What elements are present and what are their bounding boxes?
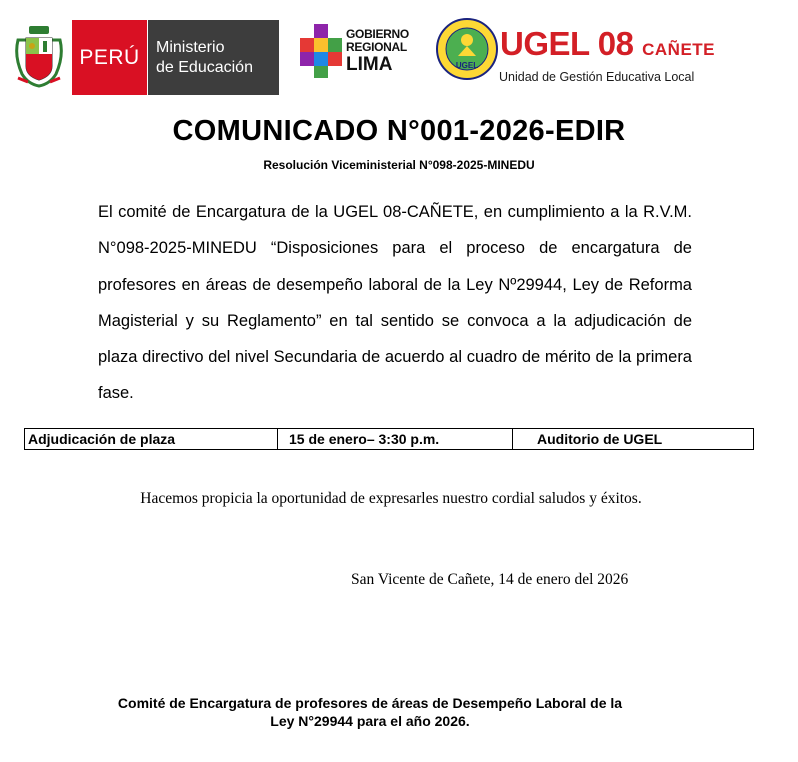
footer-line-2: Ley N°29944 para el año 2026. <box>270 713 470 729</box>
ugel-badge-text: UGEL <box>455 61 479 70</box>
table-cell-place: Auditorio de UGEL <box>537 431 663 447</box>
signature-footer <box>0 694 740 730</box>
table-cell-date: 15 de enero– 3:30 p.m. <box>278 429 513 449</box>
body-paragraph: El comité de Encargatura de la UGEL 08-CAÑETE, en cumplimiento a la R.V.M. N°098-2025-MINEDU “Disposiciones para el proceso de encargatura de profesores en áreas de desempeño laboral de la Ley Nº29944, Ley de Reforma Magisterial y su Reglamento” en tal sentido se convoca a la adjudicación de plaza directivo del nivel Secundaria de acuerdo al cuadro de mérito de la primera fase. <box>98 203 692 403</box>
gobierno-regional-text <box>346 28 416 76</box>
ministry-line-2: de Educación <box>156 58 253 76</box>
ugel-title <box>500 26 715 68</box>
table-cell-activity: Adjudicación de plaza <box>25 429 278 449</box>
ugel-city: CAÑETE <box>642 40 716 59</box>
ministry-logo <box>72 20 279 95</box>
gobierno-line-2: REGIONAL <box>346 40 407 54</box>
gobierno-line-3: LIMA <box>346 54 393 75</box>
ugel-main: UGEL 08 <box>500 25 634 62</box>
gobierno-line-1: GOBIERNO <box>346 27 409 41</box>
gobierno-regional-logo-icon <box>300 24 344 78</box>
document-title: COMUNICADO N°001-2026-EDIR <box>172 115 626 147</box>
peru-label: PERÚ <box>72 20 147 95</box>
ministry-name <box>147 20 279 95</box>
resolution-reference: Resolución Viceministerial N°098-2025-MINEDU <box>263 158 535 172</box>
ugel-emblem-icon <box>436 18 498 80</box>
peru-coat-of-arms-icon <box>14 26 64 88</box>
ministry-line-1: Ministerio <box>156 38 225 56</box>
footer-line-1: Comité de Encargatura de profesores de áreas de Desempeño Laboral de la <box>117 695 623 711</box>
place-date: San Vicente de Cañete, 14 de enero del 2026 <box>351 571 629 588</box>
greeting-text: Hacemos propicia la oportunidad de expresarles nuestro cordial saludos y éxitos. <box>140 490 642 507</box>
schedule-table <box>24 428 754 450</box>
ugel-subtitle: Unidad de Gestión Educativa Local <box>499 70 695 84</box>
